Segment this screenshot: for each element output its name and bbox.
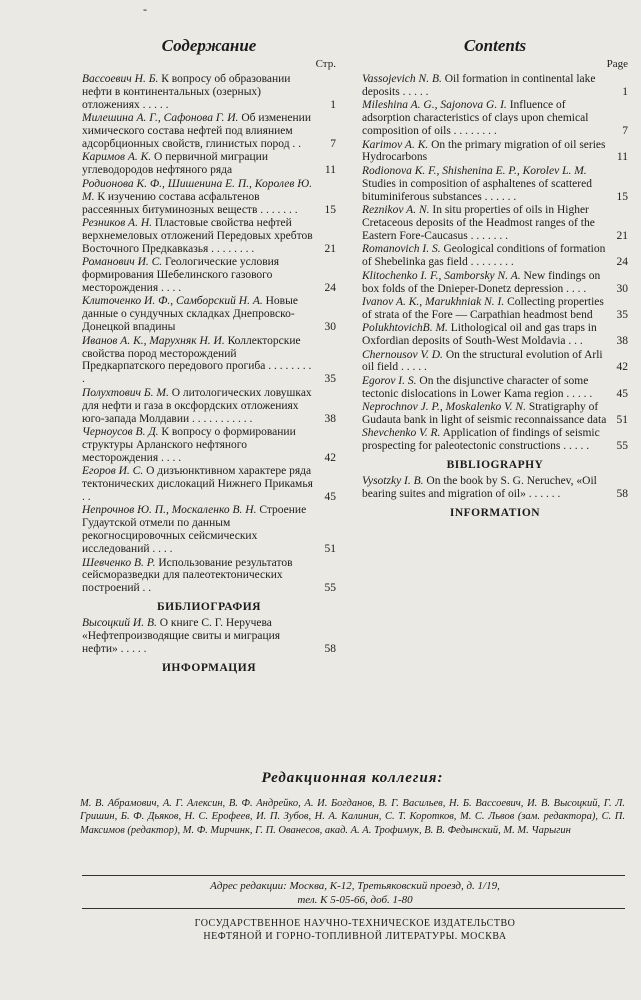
- editorial-board-title: Редакционная коллегия:: [261, 770, 444, 786]
- entry-page-number: 45: [616, 387, 628, 400]
- entry-title: Geological conditions of formation of Shebelinka gas field . . . . . . . .: [362, 243, 606, 269]
- entry-title: О дизъюнктивном характере ряда тектонических дислокаций Нижнего Прикамья . .: [82, 465, 313, 503]
- toc-entry: [82, 73, 336, 112]
- publisher-line: НЕФТЯНОЙ И ГОРНО-ТОПЛИВНОЙ ЛИТЕРАТУРЫ. МОСКВА: [203, 931, 507, 942]
- toc-entry: [82, 504, 336, 556]
- entry-title: О первичной миграции углеводородов нефтяного ряда: [82, 151, 268, 177]
- entry-page-number: 30: [324, 321, 336, 334]
- entry-page-number: 11: [324, 164, 336, 177]
- editorial-address: [100, 880, 610, 907]
- entry-page-number: 51: [616, 414, 628, 427]
- entry-author: Shevchenko V. R.: [362, 427, 441, 440]
- entry-author: Непрочнов Ю. П., Москаленко В. Н.: [82, 504, 257, 517]
- entry-page-number: 15: [324, 203, 336, 216]
- entry-author: Rodionova K. F., Shishenina E. P., Korolev L. M.: [362, 164, 587, 177]
- divider: [82, 875, 625, 876]
- entry-title: On the book by S. G. Neruchev, «Oil bearing suites and migration of oil» . . . . . .: [362, 475, 597, 501]
- toc-entry: [362, 73, 628, 99]
- entry-title: Пластовые свойства нефтей верхнемеловых отложений Передовых хребтов Восточного Предкавказья . . . . . . . .: [82, 216, 313, 255]
- toc-entry: [362, 322, 628, 348]
- entry-title: К вопросу об образовании нефти в континентальных (озерных) отложениях . . . . .: [82, 73, 291, 111]
- entry-author: Милешина А. Г., Сафонова Г. И.: [82, 112, 239, 125]
- entry-title: New findings on box folds of the Dnieper-Donetz depression . . . .: [362, 269, 601, 295]
- toc-entry: [82, 178, 336, 217]
- entry-author: Каримов А. К.: [82, 151, 152, 164]
- entry-author: Neprochnov J. P., Moskalenko V. N.: [362, 401, 526, 414]
- toc-entry: [82, 295, 336, 334]
- entry-page-number: 7: [330, 138, 336, 151]
- publisher: [90, 917, 620, 943]
- toc-entry: [362, 139, 628, 165]
- entry-title: Об изменении химического состава нефтей под влиянием адсорбционных свойств, глинистых пород . .: [82, 112, 311, 151]
- bibliography-heading: БИБЛИОГРАФИЯ: [157, 601, 261, 614]
- entry-author: Полухтович Б. М.: [82, 386, 169, 399]
- editorial-board-members: М. В. Абрамович, А. Г. Алексин, В. Ф. Андрейко, А. И. Богданов, В. Г. Васильев, Н. Б. Вассоевич, И. В. Высоцкий, Г. Л. Гришин, Б. Ф. Дьяков, Н. С. Ерофеев, И. П. Зубов, Н. А. Калинин, С. Т. Коротков, М. С. Львов (зам. редактора), С. П. Максимов (редактор), М. Ф. Мирчинк, Г. П. Ованесов, акад. А. А. Трофимук, В. В. Федынский, М. М. Чарыгин: [80, 798, 625, 836]
- entry-title: Строение Гудаутской отмели по данным рекогносцировочных сейсмических исследований . . . .: [82, 504, 307, 556]
- entry-page-number: 21: [616, 229, 628, 242]
- entry-page-number: 55: [616, 440, 628, 453]
- toc-list: [362, 73, 628, 453]
- entry-author: Mileshina A. G., Sajonova G. I.: [362, 99, 507, 112]
- entry-title: Lithological oil and gas traps in Oxfordian deposits of South-West Moldavia . . .: [362, 322, 597, 348]
- toc-entry: [362, 243, 628, 269]
- address-line: Адрес редакции: Москва, К-12, Третьяковский проезд, д. 1/19,: [210, 880, 500, 892]
- entry-page-number: 1: [330, 98, 336, 111]
- entry-author: Egorov I. S.: [362, 374, 417, 387]
- entry-page-number: 38: [324, 412, 336, 425]
- entry-page-number: 42: [324, 451, 336, 464]
- entry-author: Vysotzky I. B.: [362, 475, 424, 488]
- divider: [82, 908, 625, 909]
- entry-author: Черноусов В. Д.: [82, 425, 159, 438]
- entry-author: Chernousov V. D.: [362, 348, 443, 361]
- entry-author: Вассоевич Н. Б.: [82, 73, 159, 85]
- toc-entry: [82, 335, 336, 387]
- toc-entry: [362, 427, 628, 453]
- toc-entry: [82, 617, 336, 656]
- bibliography-heading: BIBLIOGRAPHY: [446, 459, 544, 472]
- entry-page-number: 21: [324, 242, 336, 255]
- toc-entry: [362, 375, 628, 401]
- entry-page-number: 55: [324, 582, 336, 595]
- entry-title: О книге С. Г. Неручева «Нефтепроизводящие свиты и миграция нефти» . . . . .: [82, 617, 281, 656]
- toc-entry: [362, 99, 628, 138]
- entry-author: Karimov A. K.: [362, 138, 429, 151]
- toc-entry: [362, 270, 628, 296]
- entry-page-number: 35: [324, 373, 336, 386]
- entry-page-number: 24: [616, 256, 628, 269]
- entry-page-number: 58: [324, 643, 336, 656]
- entry-page-number: 7: [622, 125, 628, 138]
- toc-entry: [82, 465, 336, 504]
- entry-title: Коллекторские свойства пород месторождений Предкарпатского передового прогиба . . . . . . . . .: [82, 334, 312, 386]
- entry-page-number: 45: [324, 491, 336, 503]
- toc-list: [82, 73, 336, 595]
- toc-entry: [362, 296, 628, 322]
- address-line: тел. К 5-05-66, доб. 1-80: [297, 893, 413, 906]
- editorial-board: [80, 770, 625, 837]
- toc-entry: [82, 426, 336, 465]
- toc-entry: [362, 349, 628, 375]
- entry-author: Родионова К. Ф., Шишенина Е. П., Королев Ю. М.: [82, 177, 312, 203]
- entry-author: Ivanov A. K., Marukhniak N. I.: [362, 295, 505, 308]
- entry-page-number: 30: [616, 282, 628, 295]
- entry-page-number: 42: [616, 361, 628, 374]
- entry-title: Геологические условия формирования Шебелинского газового месторождения . . . .: [82, 256, 280, 294]
- toc-entry: [82, 387, 336, 426]
- entry-page-number: 51: [324, 543, 336, 556]
- entry-author: Егоров И. С.: [82, 465, 144, 478]
- publisher-line: ГОСУДАРСТВЕННОЕ НАУЧНО-ТЕХНИЧЕСКОЕ ИЗДАТЕЛЬСТВО: [194, 918, 516, 929]
- entry-title: Новые данные о сундучных складках Днепровско-Донецкой впадины: [82, 295, 298, 334]
- entry-title: Oil formation in continental lake deposits . . . . .: [362, 73, 596, 98]
- entry-title: On the primary migration of oil series Hydrocarbons: [362, 138, 606, 164]
- entry-title: On the structural evolution of Arli oil field . . . . .: [362, 348, 603, 374]
- entry-title: Influence of adsorption characteristics of clays upon chemical composition of oils . . . . . . . .: [362, 99, 589, 138]
- entry-author: Шевченко В. Р.: [82, 556, 156, 569]
- entry-author: Romanovich I. S.: [362, 243, 441, 256]
- toc-entry: [82, 557, 336, 596]
- entry-title: К изучению состава асфальтенов рассеянных битуминозных веществ . . . . . . .: [82, 190, 298, 216]
- entry-author: Клиточенко И. Ф., Самборский Н. А.: [82, 295, 263, 308]
- entry-title: Collecting properties of strata of the Fore — Carpathian headmost bend: [362, 295, 604, 321]
- toc-entry: [82, 112, 336, 151]
- entry-page-number: 1: [622, 85, 628, 98]
- entry-title: Stratigraphy of Gudauta bank in light of seismic reconnaissance data: [362, 401, 607, 427]
- information-heading: INFORMATION: [449, 507, 541, 520]
- bibliography-list: [82, 617, 336, 656]
- entry-page-number: 35: [616, 308, 628, 321]
- entry-author: Иванов А. К., Марухняк Н. И.: [82, 334, 225, 347]
- entry-title: Использование результатов сейсморазведки для палеотектонических построений . .: [82, 556, 293, 595]
- toc-entry: [362, 401, 628, 427]
- toc-entry: [82, 256, 336, 295]
- toc-entry: [82, 217, 336, 256]
- entry-author: Романович И. С.: [82, 256, 163, 269]
- toc-entry: [362, 204, 628, 243]
- entry-title: On the disjunctive character of some tectonic dislocations in Lower Kama region . . . . .: [362, 374, 593, 400]
- toc-english: [362, 35, 628, 523]
- entry-title: К вопросу о формировании структуры Арланского нефтяного месторождения . . . .: [82, 425, 296, 464]
- entry-title: In situ properties of oils in Higher Cretaceous deposits of the Headmost ranges of the Eastern Fore-Caucasus . . . . . . .: [362, 204, 595, 242]
- bibliography-list: [362, 475, 628, 501]
- entry-author: Reznikov A. N.: [362, 204, 430, 217]
- entry-page-number: 11: [616, 151, 628, 164]
- information-heading: ИНФОРМАЦИЯ: [161, 661, 256, 674]
- toc-heading: Содержание: [161, 36, 257, 55]
- toc-heading: Contents: [463, 36, 527, 55]
- entry-page-number: 58: [616, 488, 628, 501]
- entry-page-number: 15: [616, 190, 628, 203]
- toc-entry: [362, 475, 628, 501]
- entry-author: Высоцкий И. В.: [82, 617, 157, 630]
- page-column-label: Page: [606, 58, 628, 70]
- entry-author: PolukhtovichB. M.: [362, 322, 448, 335]
- entry-author: Резников А. Н.: [82, 216, 153, 229]
- entry-author: Vassojevich N. B.: [362, 73, 442, 85]
- entry-author: Klitochenko I. F., Samborsky N. A.: [362, 269, 521, 282]
- entry-title: Studies in composition of asphaltenes of scattered bituminiferous substances . . . . . .: [362, 177, 592, 203]
- toc-entry: [82, 151, 336, 177]
- toc-russian: [82, 35, 336, 678]
- toc-entry: [362, 165, 628, 204]
- page-mark: -: [143, 2, 147, 16]
- entry-title: Application of findings of seismic prospecting for paleotectonic constructions . . . . .: [362, 427, 600, 453]
- entry-title: О литологических ловушках для нефти и газа в оксфордских отложениях юго-запада Молдавии . . . . . . . . . . .: [82, 386, 312, 425]
- page-column-label: Стр.: [315, 58, 336, 70]
- entry-page-number: 38: [616, 335, 628, 348]
- entry-page-number: 24: [324, 282, 336, 294]
